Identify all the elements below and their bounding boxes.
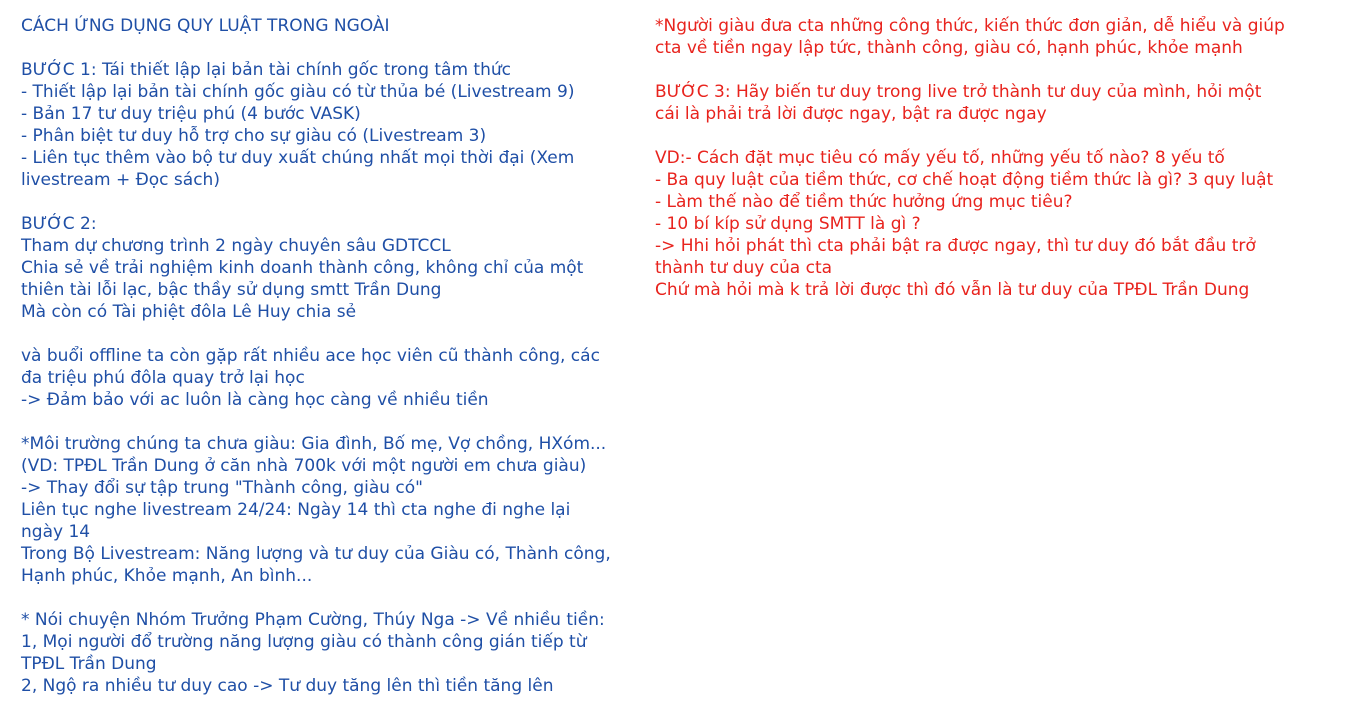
- left-text-line: livestream + Đọc sách): [21, 170, 220, 190]
- left-text-line: Mà còn có Tài phiệt đôla Lê Huy chia sẻ: [21, 302, 357, 322]
- blank-line: [21, 191, 651, 213]
- right-text-line: - 10 bí kíp sử dụng SMTT là gì ?: [655, 214, 921, 234]
- right-text-line: - Làm thế nào để tiềm thức hưởng ứng mục tiêu?: [655, 192, 1073, 212]
- left-text-line: Tham dự chương trình 2 ngày chuyên sâu GDTCCL: [21, 236, 451, 256]
- left-text-line: *Môi trường chúng ta chưa giàu: Gia đình, Bố mẹ, Vợ chồng, HXóm...: [21, 434, 607, 454]
- right-text-line: VD:- Cách đặt mục tiêu có mấy yếu tố, những yếu tố nào? 8 yếu tố: [655, 148, 1225, 168]
- blank-line: [21, 587, 651, 609]
- right-text-line: *Người giàu đưa cta những công thức, kiến thức đơn giản, dễ hiểu và giúp: [655, 16, 1285, 36]
- left-text-line: Trong Bộ Livestream: Năng lượng và tư duy của Giàu có, Thành công,: [21, 544, 611, 564]
- left-text-line: TPĐL Trần Dung: [21, 654, 157, 674]
- left-text-line: thiên tài lỗi lạc, bậc thầy sử dụng smtt Trần Dung: [21, 280, 442, 300]
- left-text-line: -> Đảm bảo với ac luôn là càng học càng về nhiều tiền: [21, 390, 489, 410]
- left-text-line: BƯỚC 2:: [21, 214, 97, 234]
- right-text-line: - Ba quy luật của tiềm thức, cơ chế hoạt động tiềm thức là gì? 3 quy luật: [655, 170, 1274, 190]
- blank-line: [21, 37, 651, 59]
- left-text-line: - Thiết lập lại bản tài chính gốc giàu có từ thủa bé (Livestream 9): [21, 82, 575, 102]
- right-text-line: cta về tiền ngay lập tức, thành công, giàu có, hạnh phúc, khỏe mạnh: [655, 38, 1243, 58]
- left-text-line: CÁCH ỨNG DỤNG QUY LUẬT TRONG NGOÀI: [21, 16, 390, 36]
- left-text-line: ngày 14: [21, 522, 91, 542]
- blank-line: [655, 125, 1345, 147]
- left-text-line: Chia sẻ về trải nghiệm kinh doanh thành công, không chỉ của một: [21, 258, 584, 278]
- left-text-line: - Bản 17 tư duy triệu phú (4 bước VASK): [21, 104, 361, 124]
- left-text-line: đa triệu phú đôla quay trở lại học: [21, 368, 305, 388]
- left-text-line: (VD: TPĐL Trần Dung ở căn nhà 700k với một người em chưa giàu): [21, 456, 587, 476]
- left-text-line: BƯỚC 1: Tái thiết lập lại bản tài chính gốc trong tâm thức: [21, 60, 511, 80]
- left-text-line: và buổi offline ta còn gặp rất nhiều ace học viên cũ thành công, các: [21, 346, 600, 366]
- left-text-line: Hạnh phúc, Khỏe mạnh, An bình...: [21, 566, 313, 586]
- left-text-line: 1, Mọi người đổ trường năng lượng giàu có thành công gián tiếp từ: [21, 632, 587, 652]
- blank-line: [21, 323, 651, 345]
- right-text-line: Chứ mà hỏi mà k trả lời được thì đó vẫn là tư duy của TPĐL Trần Dung: [655, 280, 1250, 300]
- right-text-line: BƯỚC 3: Hãy biến tư duy trong live trở thành tư duy của mình, hỏi một: [655, 82, 1262, 102]
- left-text-line: 2, Ngộ ra nhiều tư duy cao -> Tư duy tăng lên thì tiền tăng lên: [21, 676, 554, 696]
- right-notes-column: [655, 15, 1345, 301]
- right-text-line: -> Hhi hỏi phát thì cta phải bật ra được ngay, thì tư duy đó bắt đầu trở: [655, 236, 1256, 256]
- left-text-line: Liên tục nghe livestream 24/24: Ngày 14 thì cta nghe đi nghe lại: [21, 500, 571, 520]
- right-text-line: cái là phải trả lời được ngay, bật ra được ngay: [655, 104, 1047, 124]
- left-text-line: -> Thay đổi sự tập trung "Thành công, giàu có": [21, 478, 423, 498]
- left-text-line: - Liên tục thêm vào bộ tư duy xuất chúng nhất mọi thời đại (Xem: [21, 148, 575, 168]
- blank-line: [655, 59, 1345, 81]
- left-text-line: - Phân biệt tư duy hỗ trợ cho sự giàu có (Livestream 3): [21, 126, 487, 146]
- blank-line: [21, 411, 651, 433]
- left-text-line: * Nói chuyện Nhóm Trưởng Phạm Cường, Thúy Nga -> Về nhiều tiền:: [21, 610, 605, 630]
- left-notes-column: [21, 15, 651, 697]
- right-text-line: thành tư duy của cta: [655, 258, 833, 278]
